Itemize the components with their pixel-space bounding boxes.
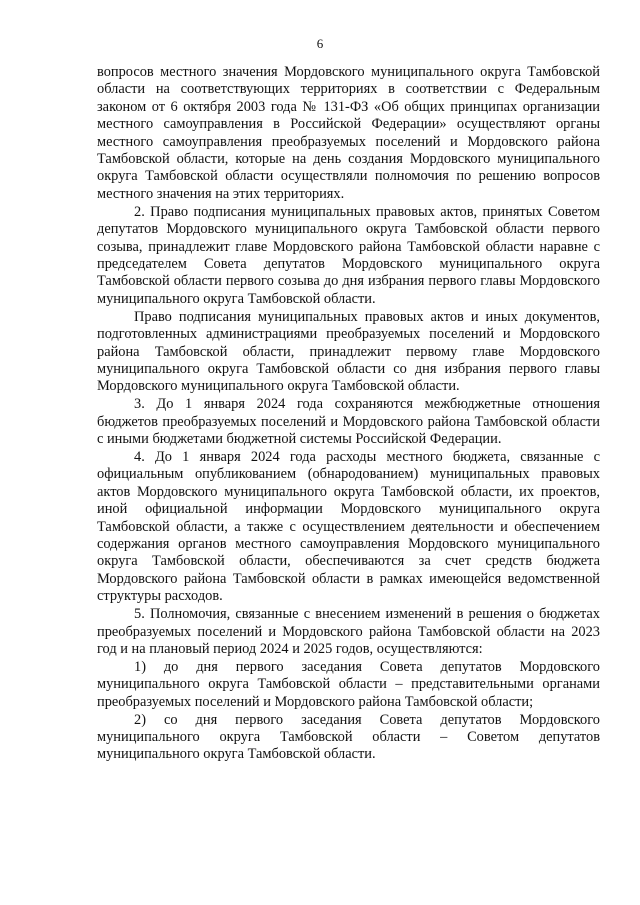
paragraph-subitem-2: 2) со дня первого заседания Совета депутатов Мордовского муниципального округа Тамбовской области – Советом депутатов муниципального округа Тамбовской области. xyxy=(97,711,600,763)
paragraph-signing-right: Право подписания муниципальных правовых актов и иных документов, подготовленных администрациями преобразуемых поселений и Мордовского района Тамбовской области, принадлежит первому главе Мордовского муниципального округа Тамбовской области со дня избрания первого главы Мордовского муниципального округа Тамбовской области. xyxy=(97,308,600,395)
paragraph-item-3: 3. До 1 января 2024 года сохраняются межбюджетные отношения бюджетов преобразуемых поселений и Мордовского района Тамбовской области с иными бюджетами бюджетной системы Российской Федерации. xyxy=(97,396,600,448)
paragraph-item-4: 4. До 1 января 2024 года расходы местного бюджета, связанные с официальным опубликованием (обнародованием) муниципальных правовых актов Мордовского муниципального округа Тамбовской области, их проектов, иной официальной информации Мордовского муниципального округа Тамбовской области, а также с осуществлением деятельности и обеспечением содержания органов местного самоуправления Мордовского муниципального округа Тамбовской области, обеспечиваются за счет средств бюджета Мордовского района Тамбовской области в рамках имеющейся ведомственной структуры расходов. xyxy=(97,448,600,605)
page-number: 6 xyxy=(316,36,324,51)
paragraph-item-5: 5. Полномочия, связанные с внесением изменений в решения о бюджетах преобразуемых поселений и Мордовского района Тамбовской области на 2023 год и на плановый период 2024 и 2025 годов, осуществляются: xyxy=(97,606,600,657)
paragraph-continuation: вопросов местного значения Мордовского муниципального округа Тамбовской области на соответствующих территориях в соответствии с Федеральным законом от 6 октября 2003 года № 131-ФЗ «Об общих принципах организации местного самоуправления в Российской Федерации» осуществляют органы местного самоуправления преобразуемых поселений и Мордовского района Тамбовской области, которые на день создания Мордовского муниципального округа Тамбовской области осуществляли полномочия по решению вопросов местного значения на этих территориях. xyxy=(97,64,600,202)
document-body xyxy=(97,64,600,764)
paragraph-subitem-1: 1) до дня первого заседания Совета депутатов Мордовского муниципального округа Тамбовской области – представительными органами преобразуемых поселений и Мордовского района Тамбовской области; xyxy=(97,658,600,710)
paragraph-item-2: 2. Право подписания муниципальных правовых актов, принятых Советом депутатов Мордовского муниципального округа Тамбовской области первого созыва, принадлежит главе Мордовского района Тамбовской области наравне с председателем Совета депутатов Мордовского муниципального округа Тамбовской области первого созыва до дня избрания первого главы Мордовского муниципального округа Тамбовской области. xyxy=(97,203,600,307)
